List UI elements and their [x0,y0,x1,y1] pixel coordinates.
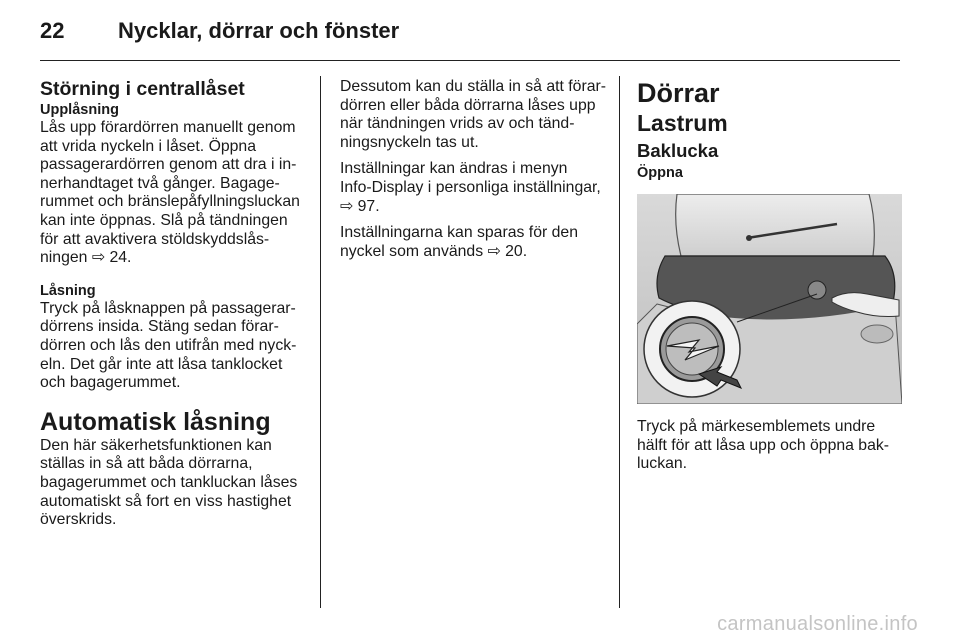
locking-paragraph [40,300,306,393]
automatic-locking-paragraph [40,437,306,530]
tailgate-illustration [637,194,902,404]
text-line: kan inte öppnas. Slå på tändningen [40,211,288,229]
text-line: hälft för att låsa upp och öppna bak- [637,436,890,454]
column-2 [340,78,608,261]
text-line: överskrids. [40,511,117,529]
section-heading-central-lock-fault: Störning i centrallåset [40,78,245,100]
text-line: nyckel som används ⇨ 20. [340,242,528,260]
illustration-caption [637,418,902,474]
watermark: carmanualsonline.info [717,613,918,635]
column-1 [40,78,306,530]
subheading-open: Öppna [637,165,683,181]
text-line: dörrens insida. Stäng sedan förar- [40,318,279,336]
text-line: Lås upp förardörren manuellt genom [40,119,296,136]
page-number: 22 [40,18,65,43]
text-line: Tryck på låsknappen på passagerar- [40,299,296,317]
paragraph-key-settings [340,224,608,261]
text-line: dörren eller båda dörrarna låses upp [340,96,596,114]
text-line: bagagerummet och tankluckan låses [40,473,298,491]
text-line: nerhandtaget två gånger. Bagage- [40,174,280,192]
text-line: automatiskt så fort en viss hastighet [40,492,292,510]
section-heading-cargo: Lastrum [637,110,728,136]
text-line: Dessutom kan du ställa in så att förar- [340,78,607,95]
paragraph-unlock-settings [340,78,608,152]
text-line: ningsnyckeln tas ut. [340,133,479,151]
text-line: Info-Display i personliga inställningar, [340,178,601,196]
subheading-unlocking: Upplåsning [40,102,119,118]
text-line: passagerardörren genom att dra i in- [40,156,297,174]
text-line: Tryck på märkesemblemets undre [637,418,876,435]
column-3 [637,78,902,474]
text-line: ningen ⇨ 24. [40,249,132,267]
text-line: Den här säkerhetsfunktionen kan [40,436,272,454]
text-line: dörren och lås den utifrån med nyck- [40,336,297,354]
text-line: ställas in så att båda dörrarna, [40,455,253,473]
text-line: Inställningar kan ändras i menyn [340,160,568,178]
text-line: för att avaktivera stöldskyddslås- [40,230,270,248]
page-title: Nycklar, dörrar och fönster [118,18,400,43]
column-divider-1 [320,76,321,608]
text-line: eln. Det går inte att låsa tanklocket [40,355,283,373]
text-line: att vrida nyckeln i låset. Öppna [40,137,257,155]
header-rule [40,60,900,61]
text-line: rummet och bränslepåfyllningsluckan [40,193,300,211]
text-line: ⇨ 97. [340,197,380,215]
column-divider-2 [619,76,620,608]
text-line: när tändningen vrids av och tänd- [340,115,575,133]
section-heading-doors: Dörrar [637,78,720,108]
text-line: Inställningarna kan sparas för den [340,224,578,242]
text-line: luckan. [637,455,688,473]
subheading-locking: Låsning [40,282,96,299]
text-line: och bagagerummet. [40,374,181,392]
section-heading-automatic-locking: Automatisk låsning [40,407,271,436]
subheading-tailgate: Baklucka [637,140,719,161]
unlocking-paragraph [40,119,306,268]
paragraph-info-display [340,160,608,216]
